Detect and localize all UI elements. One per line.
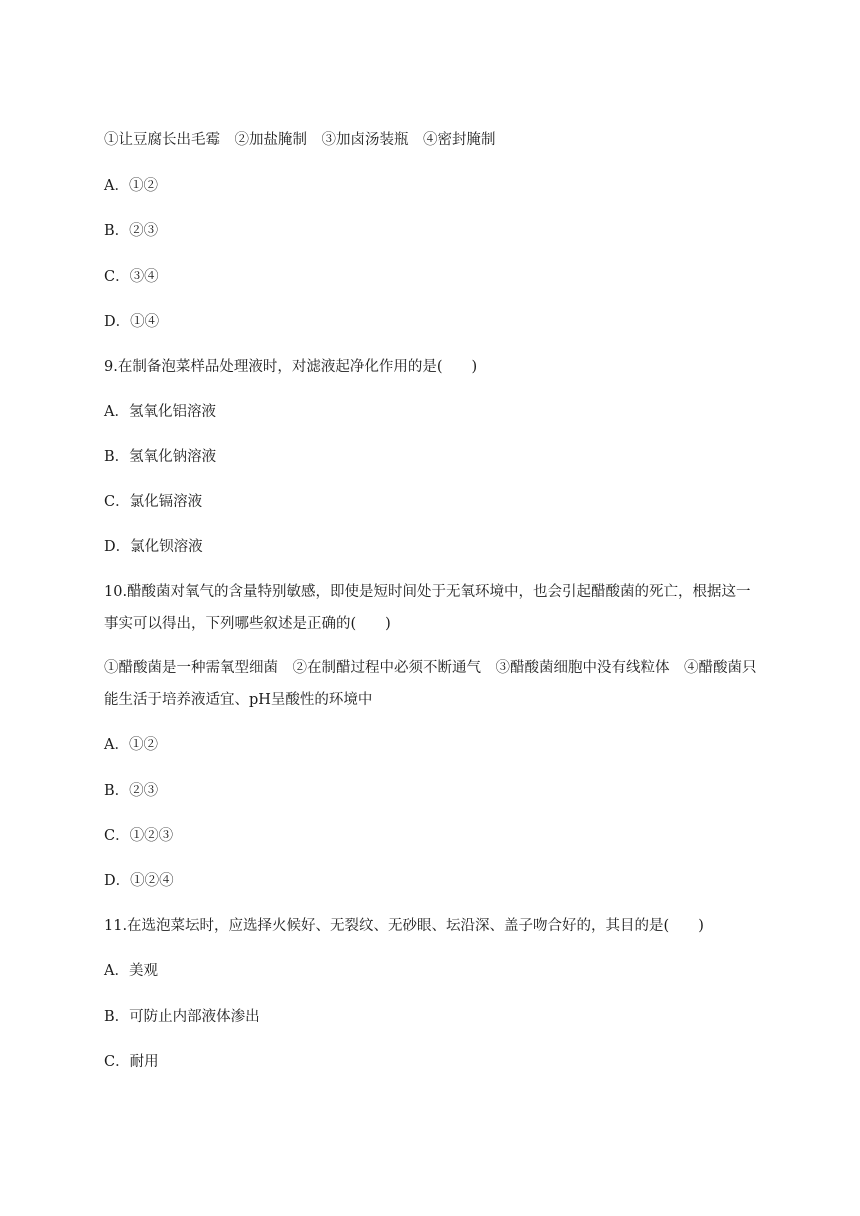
q9-option-a: A．氢氧化铝溶液 — [104, 404, 216, 420]
q9-option-d: D．氯化钡溶液 — [104, 539, 203, 555]
q8-option-d: D．①④ — [104, 314, 160, 330]
q10-statements: ①醋酸菌是一种需氧型细菌 ②在制醋过程中必须不断通气 ③醋酸菌细胞中没有线粒体 ④醋酸菌只能生活于培养液适宜、pH呈酸性的环境中 — [104, 660, 757, 708]
q10-option-d: D．①②④ — [104, 873, 174, 889]
q10-option-a: A．①② — [104, 737, 158, 753]
q10-option-c: C．①②③ — [104, 828, 174, 844]
q8-option-b: B．②③ — [104, 223, 159, 239]
q11-question: 11.在选泡菜坛时，应选择火候好、无裂纹、无砂眼、坛沿深、盖子吻合好的，其目的是( ) — [104, 918, 704, 934]
q8-statements: ①让豆腐长出毛霉 ②加盐腌制 ③加卤汤装瓶 ④密封腌制 — [104, 132, 496, 148]
q9-question: 9.在制备泡菜样品处理液时，对滤液起净化作用的是( ) — [104, 359, 478, 375]
q8-option-a: A．①② — [104, 178, 158, 194]
q9-option-c: C．氯化镉溶液 — [104, 494, 203, 510]
q10-question: 10.醋酸菌对氧气的含量特别敏感，即使是短时间处于无氧环境中，也会引起醋酸菌的死亡，根据这一事实可以得出，下列哪些叙述是正确的( ) — [104, 584, 751, 632]
q11-option-a: A．美观 — [104, 963, 158, 979]
q9-option-b: B．氢氧化钠溶液 — [104, 449, 217, 465]
q11-option-c: C．耐用 — [104, 1054, 159, 1070]
q8-option-c: C．③④ — [104, 269, 159, 285]
q11-option-b: B．可防止内部液体渗出 — [104, 1009, 260, 1025]
q10-option-b: B．②③ — [104, 783, 159, 799]
